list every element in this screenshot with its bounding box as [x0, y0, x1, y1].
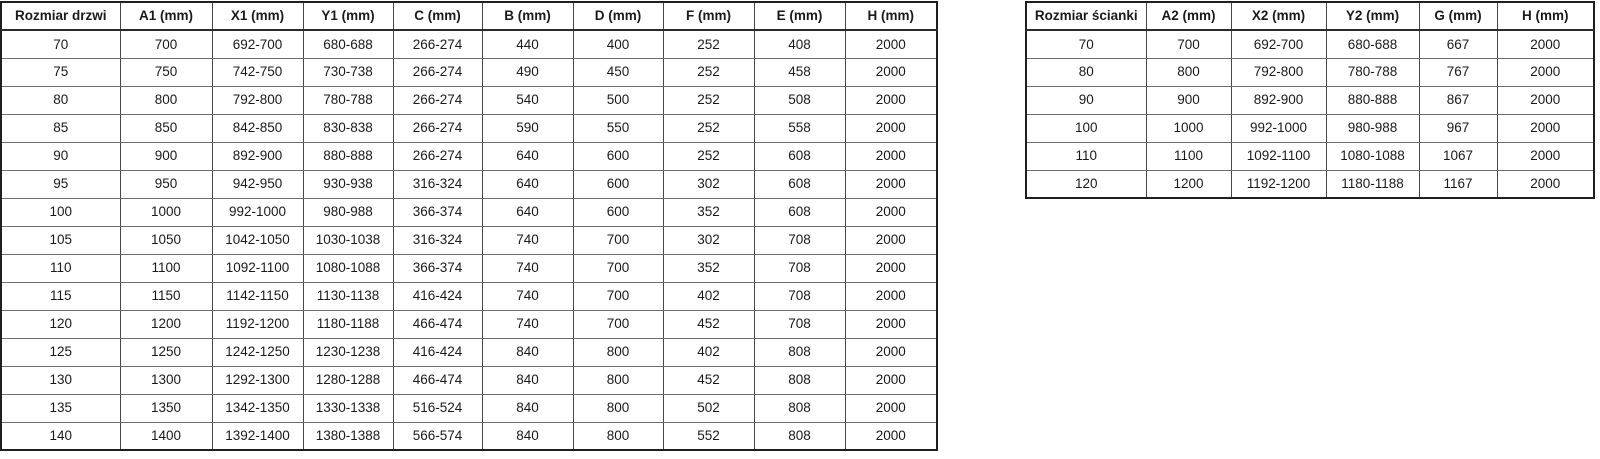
table-cell: 780-788: [303, 86, 393, 114]
table-cell: 930-938: [303, 170, 393, 198]
table-cell: 1250: [120, 338, 212, 366]
table-cell: 600: [573, 142, 663, 170]
table-row: [1, 170, 937, 198]
table-cell: 1230-1238: [303, 338, 393, 366]
table-cell: 740: [482, 282, 573, 310]
table-cell: 100: [1, 198, 120, 226]
table-row: [1, 422, 937, 450]
table-row: [1026, 30, 1594, 58]
table-cell: 316-324: [393, 226, 482, 254]
table-cell: 266-274: [393, 58, 482, 86]
table-cell: 950: [120, 170, 212, 198]
table-cell: 900: [120, 142, 212, 170]
table-row: [1, 338, 937, 366]
table-cell: 252: [663, 86, 754, 114]
table-cell: 780-788: [1326, 58, 1419, 86]
table-cell: 800: [573, 338, 663, 366]
table-cell: 125: [1, 338, 120, 366]
table-cell: 867: [1419, 86, 1497, 114]
column-header: Rozmiar drzwi: [1, 2, 120, 30]
table-cell: 400: [573, 30, 663, 58]
wall-table-header-row: [1026, 2, 1594, 30]
table-cell: 1142-1150: [212, 282, 303, 310]
table-cell: 708: [754, 226, 845, 254]
table-cell: 2000: [845, 338, 937, 366]
table-cell: 2000: [845, 366, 937, 394]
table-cell: 416-424: [393, 338, 482, 366]
table-cell: 740: [482, 310, 573, 338]
table-cell: 252: [663, 30, 754, 58]
column-header: Rozmiar ścianki: [1026, 2, 1146, 30]
table-cell: 590: [482, 114, 573, 142]
table-cell: 2000: [845, 86, 937, 114]
table-cell: 1150: [120, 282, 212, 310]
table-cell: 2000: [845, 114, 937, 142]
table-cell: 402: [663, 282, 754, 310]
table-cell: 742-750: [212, 58, 303, 86]
table-cell: 70: [1, 30, 120, 58]
table-cell: 708: [754, 282, 845, 310]
table-cell: 750: [120, 58, 212, 86]
column-header: B (mm): [482, 2, 573, 30]
table-cell: 842-850: [212, 114, 303, 142]
table-cell: 120: [1026, 170, 1146, 198]
table-row: [1, 142, 937, 170]
table-cell: 1342-1350: [212, 394, 303, 422]
table-row: [1026, 142, 1594, 170]
table-cell: 266-274: [393, 114, 482, 142]
table-row: [1, 366, 937, 394]
column-header: A2 (mm): [1146, 2, 1231, 30]
table-cell: 2000: [845, 30, 937, 58]
table-cell: 2000: [845, 422, 937, 450]
table-cell: 2000: [845, 58, 937, 86]
table-cell: 266-274: [393, 142, 482, 170]
table-row: [1, 30, 937, 58]
table-cell: 1200: [120, 310, 212, 338]
table-cell: 830-838: [303, 114, 393, 142]
table-cell: 302: [663, 170, 754, 198]
table-cell: 1000: [120, 198, 212, 226]
table-cell: 892-900: [212, 142, 303, 170]
table-cell: 808: [754, 422, 845, 450]
table-cell: 1030-1038: [303, 226, 393, 254]
column-header: H (mm): [1497, 2, 1594, 30]
table-cell: 740: [482, 254, 573, 282]
table-cell: 700: [573, 310, 663, 338]
column-header: X2 (mm): [1231, 2, 1326, 30]
table-cell: 608: [754, 170, 845, 198]
table-cell: 692-700: [1231, 30, 1326, 58]
table-cell: 850: [120, 114, 212, 142]
table-cell: 566-574: [393, 422, 482, 450]
table-cell: 667: [1419, 30, 1497, 58]
table-row: [1, 86, 937, 114]
table-cell: 1080-1088: [1326, 142, 1419, 170]
table-cell: 110: [1, 254, 120, 282]
table-cell: 700: [1146, 30, 1231, 58]
table-cell: 800: [573, 366, 663, 394]
table-cell: 266-274: [393, 86, 482, 114]
table-cell: 880-888: [1326, 86, 1419, 114]
table-cell: 2000: [1497, 142, 1594, 170]
table-cell: 552: [663, 422, 754, 450]
table-cell: 800: [1146, 58, 1231, 86]
table-cell: 90: [1, 142, 120, 170]
table-cell: 408: [754, 30, 845, 58]
table-cell: 840: [482, 366, 573, 394]
table-cell: 416-424: [393, 282, 482, 310]
wall-size-spec-table: [1025, 1, 1595, 199]
table-cell: 2000: [845, 198, 937, 226]
table-cell: 840: [482, 394, 573, 422]
column-header: C (mm): [393, 2, 482, 30]
table-cell: 516-524: [393, 394, 482, 422]
table-cell: 692-700: [212, 30, 303, 58]
table-cell: 767: [1419, 58, 1497, 86]
table-cell: 252: [663, 114, 754, 142]
table-cell: 1180-1188: [303, 310, 393, 338]
table-cell: 105: [1, 226, 120, 254]
table-cell: 490: [482, 58, 573, 86]
table-cell: 900: [1146, 86, 1231, 114]
table-cell: 800: [573, 422, 663, 450]
table-cell: 1067: [1419, 142, 1497, 170]
table-cell: 2000: [1497, 114, 1594, 142]
table-cell: 967: [1419, 114, 1497, 142]
table-cell: 70: [1026, 30, 1146, 58]
table-cell: 452: [663, 366, 754, 394]
table-cell: 600: [573, 198, 663, 226]
table-cell: 1100: [1146, 142, 1231, 170]
table-cell: 1042-1050: [212, 226, 303, 254]
table-cell: 1180-1188: [1326, 170, 1419, 198]
table-cell: 808: [754, 338, 845, 366]
table-row: [1026, 86, 1594, 114]
table-cell: 892-900: [1231, 86, 1326, 114]
table-cell: 708: [754, 254, 845, 282]
table-cell: 316-324: [393, 170, 482, 198]
table-row: [1, 394, 937, 422]
table-cell: 708: [754, 310, 845, 338]
table-cell: 1130-1138: [303, 282, 393, 310]
table-cell: 808: [754, 366, 845, 394]
table-cell: 1080-1088: [303, 254, 393, 282]
table-cell: 120: [1, 310, 120, 338]
table-cell: 608: [754, 142, 845, 170]
table-cell: 1292-1300: [212, 366, 303, 394]
door-size-spec-table: [0, 1, 938, 451]
table-cell: 115: [1, 282, 120, 310]
table-cell: 1380-1388: [303, 422, 393, 450]
table-cell: 140: [1, 422, 120, 450]
table-cell: 80: [1, 86, 120, 114]
table-cell: 740: [482, 226, 573, 254]
table-cell: 2000: [1497, 86, 1594, 114]
column-header: Y2 (mm): [1326, 2, 1419, 30]
column-header: F (mm): [663, 2, 754, 30]
column-header: E (mm): [754, 2, 845, 30]
table-cell: 980-988: [303, 198, 393, 226]
table-row: [1, 114, 937, 142]
table-cell: 2000: [845, 282, 937, 310]
column-header: Y1 (mm): [303, 2, 393, 30]
table-cell: 880-888: [303, 142, 393, 170]
table-cell: 808: [754, 394, 845, 422]
table-cell: 302: [663, 226, 754, 254]
table-cell: 252: [663, 58, 754, 86]
table-cell: 1300: [120, 366, 212, 394]
table-cell: 2000: [845, 394, 937, 422]
table-cell: 252: [663, 142, 754, 170]
table-cell: 352: [663, 254, 754, 282]
table-cell: 402: [663, 338, 754, 366]
table-cell: 992-1000: [212, 198, 303, 226]
table-cell: 1242-1250: [212, 338, 303, 366]
table-cell: 2000: [845, 254, 937, 282]
table-cell: 550: [573, 114, 663, 142]
table-cell: 1192-1200: [1231, 170, 1326, 198]
table-cell: 1092-1100: [1231, 142, 1326, 170]
table-cell: 85: [1, 114, 120, 142]
table-cell: 2000: [845, 142, 937, 170]
table-cell: 508: [754, 86, 845, 114]
table-cell: 608: [754, 198, 845, 226]
table-cell: 466-474: [393, 366, 482, 394]
table-cell: 800: [573, 394, 663, 422]
table-cell: 502: [663, 394, 754, 422]
table-cell: 840: [482, 422, 573, 450]
table-cell: 352: [663, 198, 754, 226]
table-cell: 466-474: [393, 310, 482, 338]
table-cell: 2000: [1497, 30, 1594, 58]
table-cell: 1192-1200: [212, 310, 303, 338]
table-cell: 840: [482, 338, 573, 366]
table-cell: 80: [1026, 58, 1146, 86]
table-cell: 640: [482, 170, 573, 198]
table-cell: 95: [1, 170, 120, 198]
table-cell: 75: [1, 58, 120, 86]
table-cell: 640: [482, 142, 573, 170]
table-row: [1026, 170, 1594, 198]
table-cell: 600: [573, 170, 663, 198]
table-cell: 2000: [1497, 170, 1594, 198]
table-cell: 1167: [1419, 170, 1497, 198]
table-cell: 366-374: [393, 254, 482, 282]
table-cell: 1392-1400: [212, 422, 303, 450]
table-cell: 640: [482, 198, 573, 226]
table-row: [1, 310, 937, 338]
table-cell: 440: [482, 30, 573, 58]
table-cell: 366-374: [393, 198, 482, 226]
table-cell: 500: [573, 86, 663, 114]
table-row: [1, 226, 937, 254]
table-cell: 1200: [1146, 170, 1231, 198]
table-cell: 2000: [845, 226, 937, 254]
table-cell: 458: [754, 58, 845, 86]
table-cell: 992-1000: [1231, 114, 1326, 142]
column-header: X1 (mm): [212, 2, 303, 30]
table-cell: 452: [663, 310, 754, 338]
column-header: A1 (mm): [120, 2, 212, 30]
table-cell: 700: [573, 254, 663, 282]
table-row: [1026, 58, 1594, 86]
table-cell: 90: [1026, 86, 1146, 114]
column-header: G (mm): [1419, 2, 1497, 30]
table-row: [1, 198, 937, 226]
table-cell: 792-800: [212, 86, 303, 114]
table-cell: 700: [573, 226, 663, 254]
table-row: [1026, 114, 1594, 142]
table-cell: 100: [1026, 114, 1146, 142]
table-cell: 1330-1338: [303, 394, 393, 422]
table-cell: 450: [573, 58, 663, 86]
table-cell: 135: [1, 394, 120, 422]
table-row: [1, 58, 937, 86]
table-cell: 266-274: [393, 30, 482, 58]
table-cell: 680-688: [1326, 30, 1419, 58]
table-cell: 730-738: [303, 58, 393, 86]
column-header: D (mm): [573, 2, 663, 30]
table-cell: 130: [1, 366, 120, 394]
table-cell: 1350: [120, 394, 212, 422]
table-cell: 792-800: [1231, 58, 1326, 86]
table-cell: 110: [1026, 142, 1146, 170]
table-row: [1, 254, 937, 282]
table-cell: 700: [573, 282, 663, 310]
table-cell: 2000: [1497, 58, 1594, 86]
table-cell: 2000: [845, 170, 937, 198]
table-cell: 800: [120, 86, 212, 114]
table-cell: 980-988: [1326, 114, 1419, 142]
table-cell: 558: [754, 114, 845, 142]
table-row: [1, 282, 937, 310]
table-cell: 1400: [120, 422, 212, 450]
table-cell: 700: [120, 30, 212, 58]
table-cell: 1092-1100: [212, 254, 303, 282]
table-cell: 1280-1288: [303, 366, 393, 394]
door-table-header-row: [1, 2, 937, 30]
table-cell: 540: [482, 86, 573, 114]
table-cell: 1000: [1146, 114, 1231, 142]
table-cell: 1100: [120, 254, 212, 282]
column-header: H (mm): [845, 2, 937, 30]
table-cell: 1050: [120, 226, 212, 254]
table-cell: 942-950: [212, 170, 303, 198]
table-cell: 2000: [845, 310, 937, 338]
table-cell: 680-688: [303, 30, 393, 58]
